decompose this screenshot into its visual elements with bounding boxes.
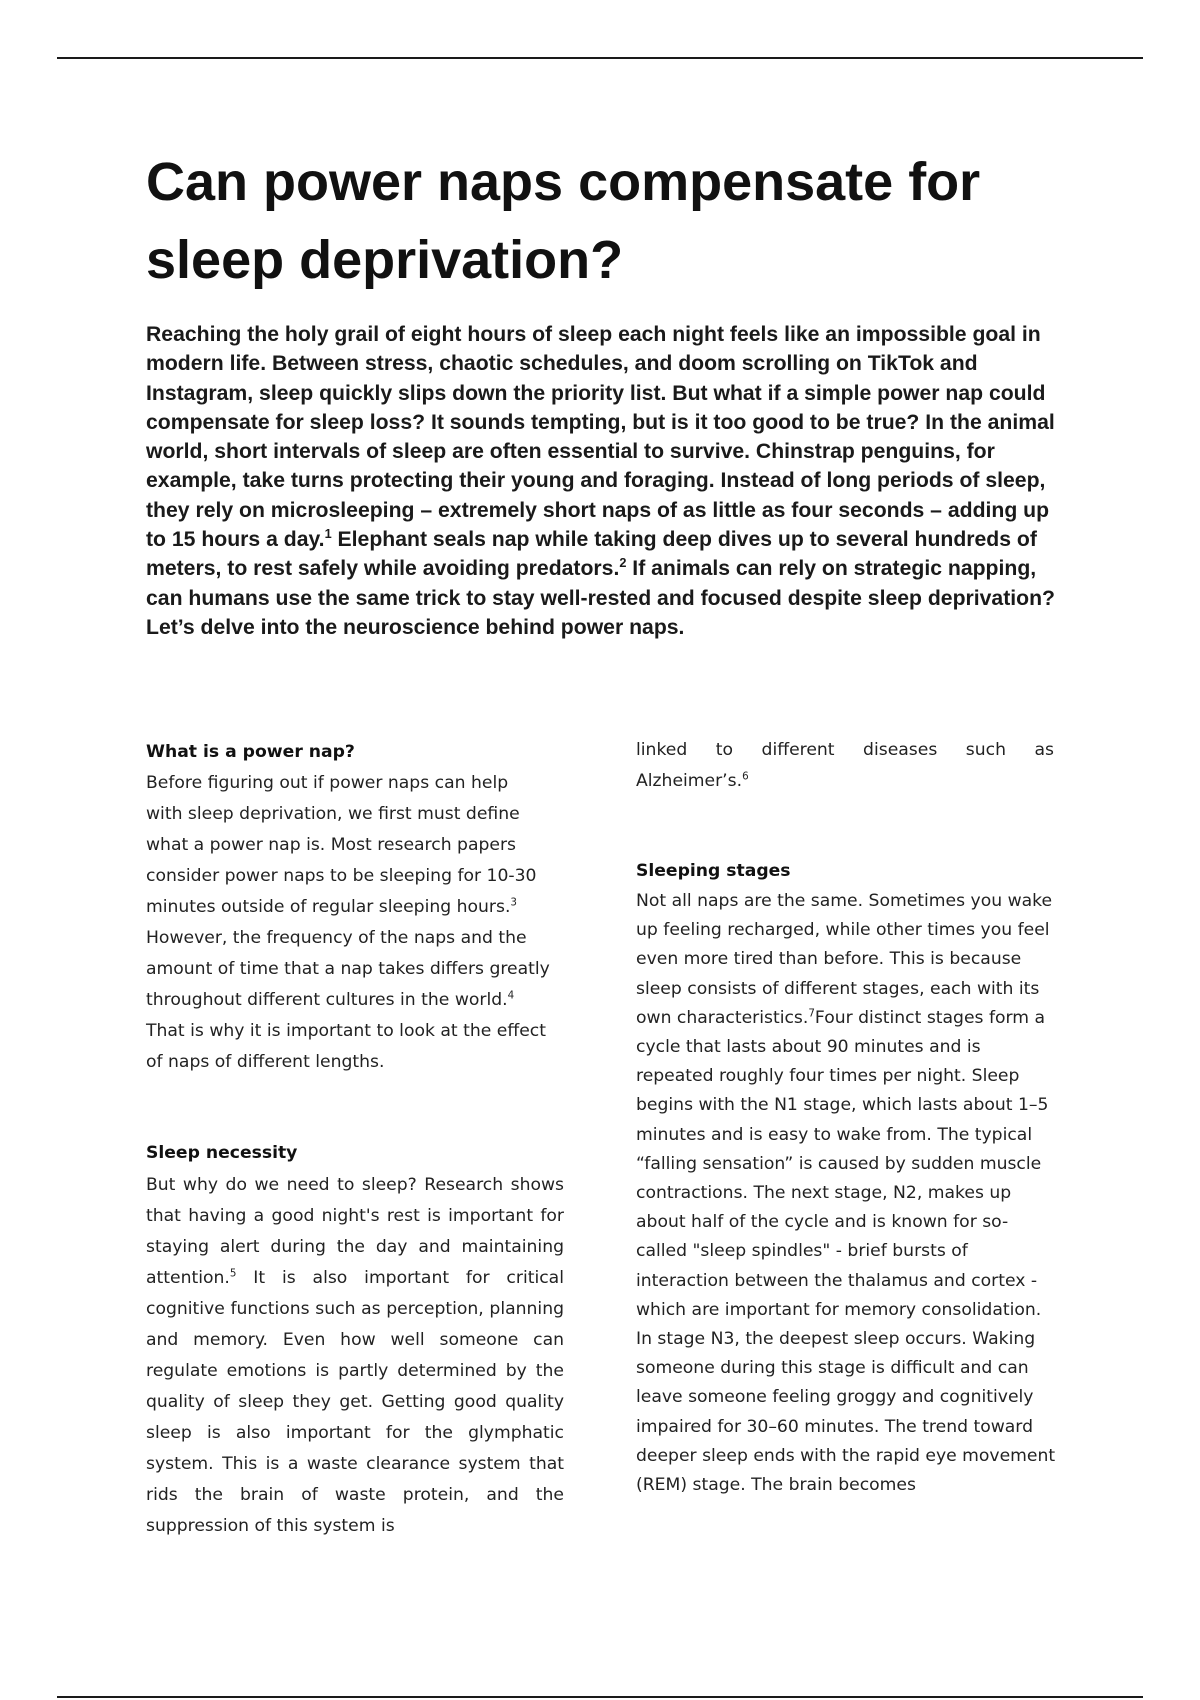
footnote-ref[interactable]: 1 — [324, 526, 332, 542]
article-lead — [146, 320, 1066, 642]
lead-text-3: If animals can rely on strategic napping, can humans use the same trick to stay well-rested and focused despite sleep deprivation? Let’s delve into the neuroscience behind power naps. — [146, 557, 1055, 639]
paragraph-text: But why do we need to sleep? Research shows that having a good night's rest is important for staying alert during the day and maintaining attention. — [146, 1175, 564, 1288]
paragraph-text: Four distinct stages form a cycle that lasts about 90 minutes and is repeated roughly four times per night. Sleep begins with the N1 stage, which lasts about 1–5 minutes and is easy to wake from. The typical “falling sensation” is caused by sudden muscle contractions. The next stage, N2, makes up about half of the cycle and is known for so-called "sleep spindles" - brief bursts of interaction between the thalamus and cortex - which are important for memory consolidation. In stage N3, the deepest sleep occurs. Waking someone during this stage is difficult and can leave someone feeling groggy and cognitively impaired for 30–60 minutes. The trend toward deeper sleep ends with the rapid eye movement (REM) stage. The brain becomes — [636, 1007, 1056, 1496]
footnote-ref[interactable]: 4 — [507, 989, 515, 1002]
article-title: Can power naps compensate for sleep deprivation? — [146, 152, 981, 290]
footer-rule — [57, 1696, 1143, 1698]
section-body-sleep-necessity-continued — [636, 735, 1054, 797]
paragraph-text: That is why it is important to look at the effect of naps of different lengths. — [146, 1021, 546, 1072]
paragraph-text: linked to different diseases such as Alzheimer’s. — [636, 740, 1054, 791]
paragraph-text: Not all naps are the same. Sometimes you wake up feeling recharged, while other times you feel even more tired than before. This is because sleep consists of different stages, each with its own characteristics. — [636, 891, 1053, 1028]
paragraph-text: Before figuring out if power naps can help with sleep deprivation, we first must define what a power nap is. Most research papers consider power naps to be sleeping for 10-30 minutes outside of regular sleeping hours. — [146, 773, 537, 917]
footnote-ref[interactable]: 3 — [510, 896, 517, 909]
section-body-sleeping-stages — [636, 887, 1056, 1500]
section-body-power-nap — [146, 768, 550, 1078]
section-heading-power-nap: What is a power nap? — [146, 742, 355, 762]
header-rule — [57, 57, 1143, 59]
paragraph-text: However, the frequency of the naps and the amount of time that a nap takes differs greatly throughout different cultures in the world. — [146, 928, 550, 1010]
section-body-sleep-necessity — [146, 1170, 564, 1542]
paragraph-text: It is also important for critical cognitive functions such as perception, planning and memory. Even how well someone can regulate emotions is partly determined by the quality of sleep they get. Getting good quality sleep is also important for the glymphatic system. This is a waste clearance system that rids the brain of waste protein, and the suppression of this system is — [146, 1268, 564, 1536]
lead-text-1: Reaching the holy grail of eight hours of sleep each night feels like an impossible goal in modern life. Between stress, chaotic schedules, and doom scrolling on TikTok and Instagram, sleep quickly slips down the priority list. But what if a simple power nap could compensate for sleep loss? It sounds tempting, but is it too good to be true? In the animal world, short intervals of sleep are often essential to survive. Chinstrap penguins, for example, take turns protecting their young and foraging. Instead of long periods of sleep, they rely on microsleeping – extremely short naps of as little as four seconds – adding up to 15 hours a day. — [146, 323, 1055, 552]
lead-text-2: Elephant seals nap while taking deep dives up to several hundreds of meters, to rest safely while avoiding predators. — [146, 528, 1037, 581]
footnote-ref[interactable]: 6 — [742, 770, 749, 783]
footnote-ref[interactable]: 5 — [229, 1267, 237, 1280]
footnote-ref[interactable]: 2 — [619, 555, 627, 571]
section-heading-sleep-necessity: Sleep necessity — [146, 1143, 298, 1163]
footnote-ref[interactable]: 7 — [808, 1007, 815, 1020]
section-heading-sleeping-stages: Sleeping stages — [636, 861, 791, 881]
